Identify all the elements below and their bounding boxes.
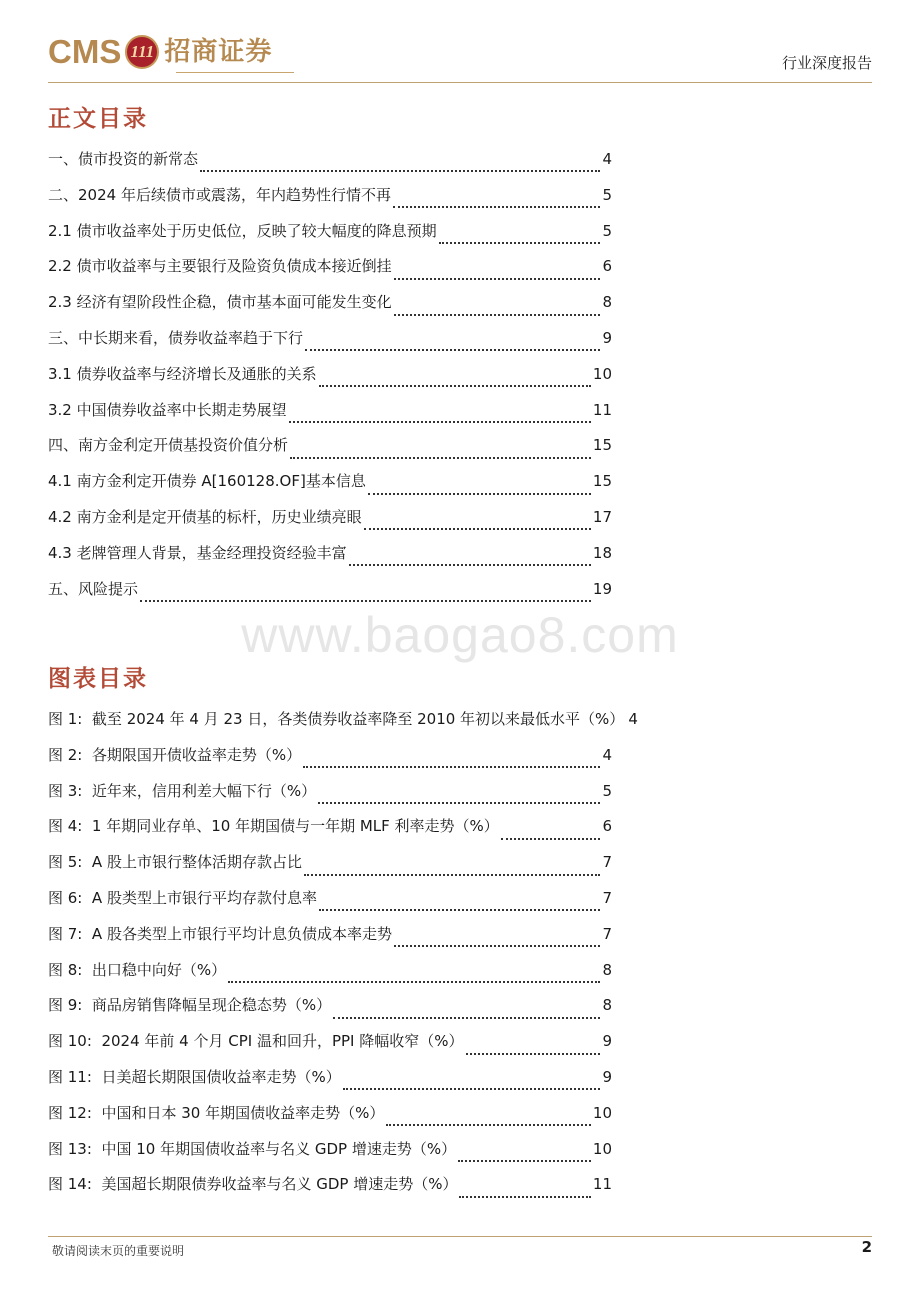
figure-index-entry[interactable] (48, 959, 612, 995)
entry-page-number: 7 (602, 853, 612, 872)
figure-number: 图 7: (48, 924, 83, 943)
toc-entry-title: 四、南方金利定开债基投资价值分析 (48, 436, 289, 455)
figure-entry-title (48, 994, 331, 1015)
figure-number: 图 14: (48, 1175, 92, 1194)
figure-index-entry[interactable] (48, 851, 612, 887)
figure-number-gap (82, 925, 92, 943)
toc-entry-title: 三、中长期来看，债券收益率趋于下行 (48, 328, 304, 347)
dot-leader (228, 980, 600, 983)
toc-entry-title: 五、风险提示 (48, 579, 139, 598)
dot-leader (394, 944, 600, 947)
entry-page-number: 9 (602, 1032, 612, 1051)
figure-number-gap (82, 746, 92, 764)
figure-entry-title (48, 959, 226, 980)
toc-entry-title: 3.2 中国债券收益率中长期走势展望 (48, 400, 287, 419)
entry-page-number: 7 (602, 888, 612, 907)
entry-page-number: 7 (602, 924, 612, 943)
toc-heading: 正文目录 (48, 105, 148, 132)
entry-page-number: 11 (592, 400, 612, 419)
toc-entry[interactable] (48, 542, 612, 578)
figure-entry-title (48, 1173, 457, 1194)
toc-entry-title: 2.1 债市收益率处于历史低位，反映了较大幅度的降息预期 (48, 221, 437, 240)
figure-index-entry[interactable] (48, 780, 612, 816)
figure-number: 图 12: (48, 1103, 92, 1122)
figure-number: 图 10: (48, 1032, 92, 1051)
figure-index-entry[interactable] (48, 1173, 612, 1209)
figure-entry-title (48, 708, 624, 729)
entry-page-number: 5 (602, 781, 612, 800)
figure-entry-title (48, 1138, 456, 1159)
figure-index (48, 708, 638, 1209)
figure-entry-title (48, 1030, 464, 1051)
entry-page-number: 15 (592, 472, 612, 491)
figure-entry-title (48, 815, 499, 836)
figure-index-entry[interactable] (48, 1066, 612, 1102)
toc-entry[interactable] (48, 470, 612, 506)
toc-entry[interactable] (48, 291, 612, 327)
entry-page-number: 8 (602, 293, 612, 312)
entry-page-number: 6 (602, 257, 612, 276)
figure-index-entry[interactable] (48, 708, 638, 744)
toc-entry[interactable] (48, 506, 612, 542)
figure-number: 图 2: (48, 745, 83, 764)
dot-leader (343, 1087, 601, 1090)
figure-caption: 1 年期同业存单、10 年期国债与一年期 MLF 利率走势（%） (91, 817, 499, 836)
toc-entry-title: 4.1 南方金利定开债券 A[160128.OF]基本信息 (48, 472, 366, 491)
toc-entry[interactable] (48, 220, 612, 256)
entry-page-number: 4 (602, 150, 612, 168)
toc-entry-title: 2.3 经济有望阶段性企稳，债市基本面可能发生变化 (48, 293, 392, 312)
entry-page-number: 18 (592, 543, 612, 562)
figure-entry-title (48, 1066, 341, 1087)
figure-entry-title (48, 887, 317, 908)
dot-leader (501, 837, 601, 840)
toc-entry[interactable] (48, 363, 612, 399)
figure-entry-title (48, 923, 392, 944)
toc-entry-title: 3.1 债券收益率与经济增长及通胀的关系 (48, 364, 317, 383)
figure-number-gap (82, 889, 92, 907)
toc-entry[interactable] (48, 327, 612, 363)
watermark: www.baogao8.com (241, 607, 679, 663)
entry-page-number: 19 (592, 579, 612, 598)
figure-number-gap (82, 782, 92, 800)
figure-index-entry[interactable] (48, 994, 612, 1030)
figure-caption: 近年来，信用利差大幅下行（%） (91, 781, 317, 800)
figure-index-heading: 图表目录 (48, 665, 148, 692)
figure-entry-title (48, 780, 316, 801)
logo-latin-text: CMS (48, 33, 122, 70)
entry-page-number: 10 (592, 1139, 612, 1158)
toc-entry-title: 4.2 南方金利是定开债基的标杆，历史业绩亮眼 (48, 507, 362, 526)
dot-leader (394, 277, 601, 280)
toc-entry[interactable] (48, 255, 612, 291)
figure-number-gap (82, 853, 92, 871)
entry-page-number: 4 (628, 710, 638, 728)
entry-page-number: 9 (602, 328, 612, 347)
entry-page-number: 17 (592, 507, 612, 526)
figure-caption: A 股上市银行整体活期存款占比 (91, 853, 302, 872)
toc-entry[interactable] (48, 399, 612, 435)
figure-entry-title (48, 851, 302, 872)
entry-page-number: 4 (602, 745, 612, 764)
footer-divider (48, 1236, 872, 1237)
figure-number: 图 8: (48, 960, 83, 979)
dot-leader (393, 205, 601, 208)
figure-number: 图 3: (48, 781, 83, 800)
figure-number-gap (82, 996, 92, 1014)
header-divider (48, 82, 872, 83)
entry-page-number: 11 (592, 1175, 612, 1194)
table-of-contents (48, 148, 612, 613)
toc-entry[interactable] (48, 148, 612, 184)
figure-index-entry[interactable] (48, 815, 612, 851)
logo-chinese-text: 招商证券 (164, 37, 273, 67)
figure-caption: 美国超长期限债券收益率与名义 GDP 增速走势（%） (101, 1175, 458, 1194)
figure-caption: 中国 10 年期国债收益率与名义 GDP 增速走势（%） (101, 1139, 457, 1158)
dot-leader (318, 801, 600, 804)
dot-leader (303, 765, 600, 768)
toc-entry-title: 二、2024 年后续债市或震荡，年内趋势性行情不再 (48, 185, 391, 204)
figure-number-gap (82, 817, 92, 835)
toc-entry[interactable] (48, 184, 612, 220)
report-type-label: 行业深度报告 (781, 54, 872, 72)
figure-number: 图 11: (48, 1067, 92, 1086)
figure-entry-title (48, 744, 301, 765)
dot-leader (368, 492, 591, 495)
dot-leader (319, 384, 591, 387)
figure-index-entry[interactable] (48, 1030, 612, 1066)
cms-logo (48, 32, 272, 72)
dot-leader (386, 1123, 591, 1126)
dot-leader (439, 241, 601, 244)
toc-entry-title: 2.2 债市收益率与主要银行及险资负债成本接近倒挂 (48, 257, 392, 276)
logo-badge-icon: 111 (125, 35, 159, 69)
figure-number-gap (82, 710, 92, 728)
figure-index-entry[interactable] (48, 1102, 612, 1138)
figure-caption: A 股类型上市银行平均存款付息率 (91, 888, 317, 907)
entry-page-number: 10 (592, 364, 612, 383)
toc-entry[interactable] (48, 434, 612, 470)
figure-number: 图 5: (48, 853, 83, 872)
dot-leader (290, 456, 591, 459)
entry-page-number: 9 (602, 1067, 612, 1086)
figure-number-gap (82, 961, 92, 979)
dot-leader (466, 1052, 601, 1055)
entry-page-number: 8 (602, 996, 612, 1015)
figure-number: 图 13: (48, 1139, 92, 1158)
figure-number: 图 1: (48, 710, 83, 728)
figure-caption: 日美超长期限国债收益率走势（%） (101, 1067, 341, 1086)
page-number: 2 (861, 1238, 872, 1256)
figure-caption: 截至 2024 年 4 月 23 日，各类债券收益率降至 2010 年初以来最低水平（%） (91, 710, 625, 728)
toc-entry-title: 4.3 老牌管理人背景，基金经理投资经验丰富 (48, 543, 347, 562)
dot-leader (140, 599, 591, 602)
figure-number: 图 4: (48, 817, 83, 836)
figure-caption: 中国和日本 30 年期国债收益率走势（%） (101, 1103, 385, 1122)
figure-caption: 2024 年前 4 个月 CPI 温和回升，PPI 降幅收窄（%） (101, 1032, 464, 1051)
figure-caption: 出口稳中向好（%） (91, 960, 227, 979)
figure-index-entry[interactable] (48, 923, 612, 959)
logo-underline (176, 72, 294, 73)
figure-index-entry[interactable] (48, 744, 612, 780)
entry-page-number: 8 (602, 960, 612, 979)
page-header (0, 0, 920, 84)
dot-leader (200, 169, 600, 172)
toc-entry-title: 一、债市投资的新常态 (48, 150, 199, 168)
dot-leader (349, 563, 591, 566)
entry-page-number: 15 (592, 436, 612, 455)
dot-leader (394, 313, 601, 316)
figure-caption: A 股各类型上市银行平均计息负债成本率走势 (91, 924, 392, 943)
dot-leader (289, 420, 591, 423)
dot-leader (459, 1195, 590, 1198)
entry-page-number: 5 (602, 185, 612, 204)
figure-index-entry[interactable] (48, 887, 612, 923)
figure-caption: 商品房销售降幅呈现企稳态势（%） (91, 996, 332, 1015)
figure-number: 图 6: (48, 888, 83, 907)
figure-entry-title (48, 1102, 384, 1123)
entry-page-number: 5 (602, 221, 612, 240)
figure-number: 图 9: (48, 996, 83, 1015)
dot-leader (305, 348, 600, 351)
figure-caption: 各期限国开债收益率走势（%） (91, 745, 302, 764)
dot-leader (364, 527, 591, 530)
dot-leader (458, 1159, 591, 1162)
entry-page-number: 10 (592, 1103, 612, 1122)
footer-disclaimer-note: 敬请阅读末页的重要说明 (52, 1244, 185, 1258)
dot-leader (304, 873, 601, 876)
dot-leader (333, 1016, 600, 1019)
dot-leader (319, 908, 601, 911)
figure-index-entry[interactable] (48, 1138, 612, 1174)
entry-page-number: 6 (602, 817, 612, 836)
